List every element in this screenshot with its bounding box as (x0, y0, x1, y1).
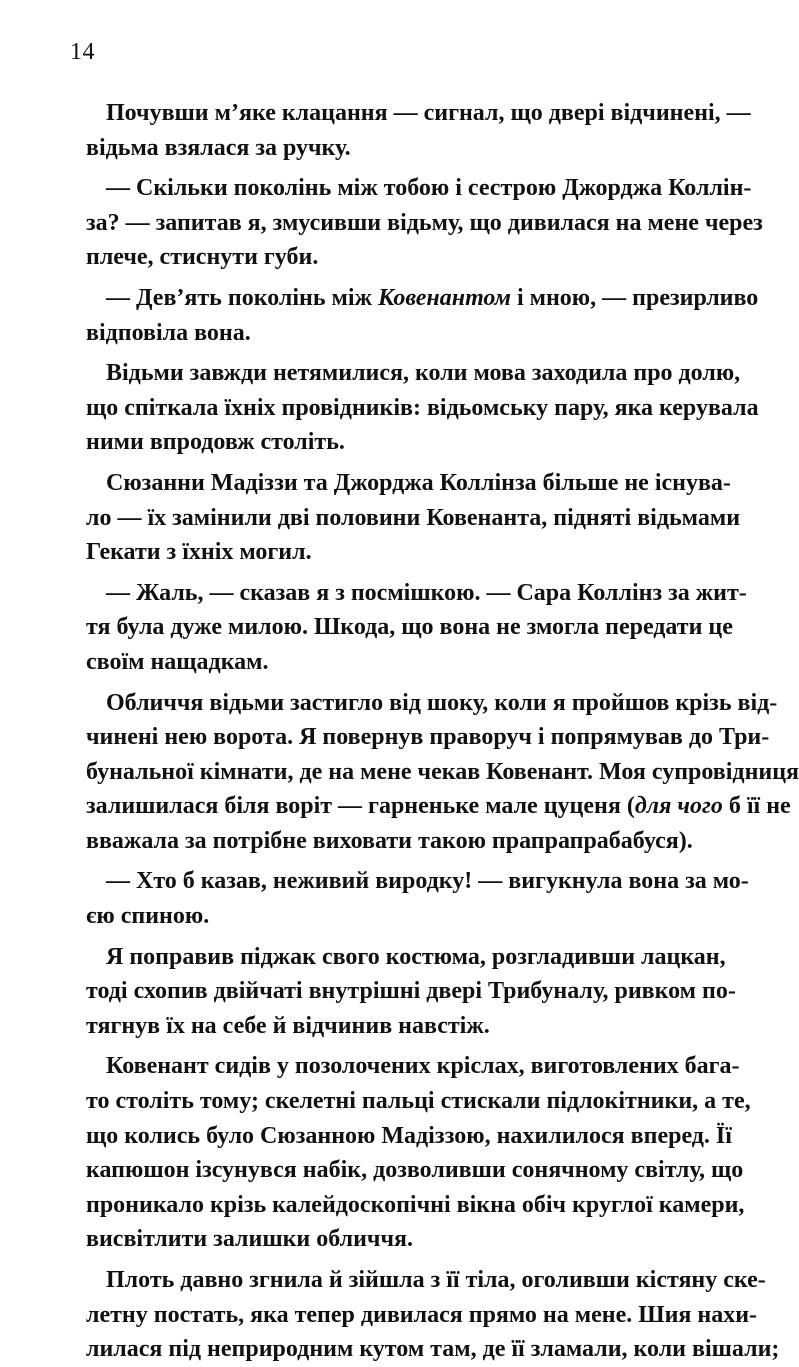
text-line: чинені нею ворота. Я повернув праворуч і попрямував до Три- (86, 724, 770, 751)
text-line: проникало крізь калейдоскопічні вікна обіч круглої камери, (86, 1191, 745, 1218)
paragraph (86, 171, 763, 275)
page-number: 14 (70, 39, 95, 65)
paragraph (86, 1049, 751, 1257)
paragraph (86, 576, 747, 680)
text-line: плече, стиснути губи. (86, 244, 319, 271)
text-line: тоді схопив двійчаті внутрішні двері Трибуналу, ривком по- (86, 978, 736, 1005)
paragraph (86, 281, 759, 350)
text-line: — Хто б казав, неживий виродку! — вигукнула вона за мо- (106, 868, 749, 895)
text-line: то століть тому; скелетні пальці стискали підлокітники, а те, (86, 1088, 751, 1115)
paragraph (86, 940, 736, 1044)
text-line: що колись було Сюзанною Мадіззою, нахилилося вперед. Її (86, 1122, 732, 1149)
text-line: що спіткала їхніх провідників: відьомську пару, яка керувала (86, 394, 759, 421)
paragraph (86, 864, 749, 933)
text-line: ло — їх замінили дві половини Ковенанта, підняті відьмами (86, 504, 741, 531)
text-line: вважала за потрібне виховати такою прапрапрабабуся). (86, 827, 693, 854)
text-line: Гекати з їхніх могил. (86, 539, 312, 566)
text-line: єю спиною. (86, 903, 210, 930)
paragraph (86, 466, 741, 570)
text-line: Плоть давно згнила й зійшла з її тіла, оголивши кістяну ске- (106, 1267, 766, 1293)
text-line: ними впродовж століть. (86, 429, 345, 456)
text-line: залишилася біля воріт — гарненьке мале цуценя (для чого б її не (86, 793, 791, 820)
text-line: лилася під неприродним кутом там, де її зламали, коли вішали; (86, 1336, 780, 1363)
text-line: Ковенант сидів у позолочених кріслах, виготовлених бага- (106, 1053, 740, 1080)
text-line: відьма взялася за ручку. (86, 134, 351, 161)
text-line: тя була дуже милою. Шкода, що вона не змогла передати це (86, 614, 733, 641)
text-line: бунальної кімнати, де на мене чекав Ковенант. Моя супровідниця (86, 758, 799, 785)
paragraph (86, 686, 799, 859)
text-line: — Жаль, — сказав я з посмішкою. — Сара Коллінз за жит- (106, 579, 747, 606)
text-line: Почувши м’яке клацання — сигнал, що двері відчинені, — (106, 100, 751, 126)
text-line: висвітлити залишки обличчя. (86, 1226, 413, 1253)
text-line: Обличчя відьми застигло від шоку, коли я пройшов крізь від- (106, 689, 778, 716)
paragraph (86, 96, 751, 165)
text-line: своїм нащадкам. (86, 648, 269, 675)
text-line: капюшон ізсунувся набік, дозволивши сонячному світлу, що (86, 1157, 744, 1184)
paragraph (86, 1263, 780, 1367)
text-line: Відьми завжди нетямилися, коли мова заходила про долю, (106, 360, 741, 387)
text-line: тягнув їх на себе й відчинив навстіж. (86, 1012, 490, 1039)
text-line: відповіла вона. (86, 319, 251, 346)
text-line: Сюзанни Мадіззи та Джорджа Коллінза більше не існува- (106, 469, 731, 496)
text-line: летну постать, яка тепер дивилася прямо на мене. Шия нахи- (86, 1301, 758, 1328)
text-line: — Скільки поколінь між тобою і сестрою Джорджа Коллін- (106, 175, 752, 202)
text-line: за? — запитав я, змусивши відьму, що дивилася на мене через (86, 209, 763, 236)
paragraph (86, 356, 759, 460)
text-column (86, 96, 799, 1367)
text-line: — Дев’ять поколінь між Ковенантом і мною, — презирливо (106, 284, 759, 311)
text-line: Я поправив піджак свого костюма, розгладивши лацкан, (106, 943, 726, 970)
